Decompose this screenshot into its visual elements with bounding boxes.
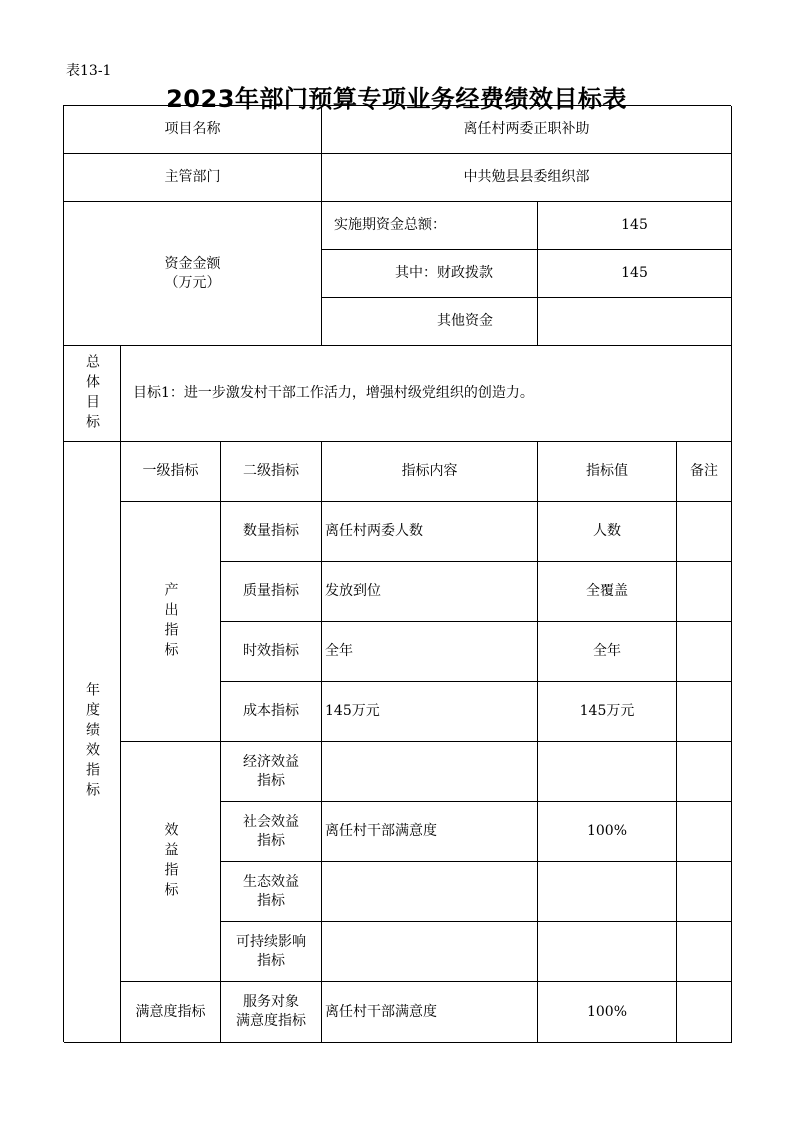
row-level2 [221, 862, 322, 922]
row-remark [677, 802, 732, 862]
row-content [322, 922, 538, 982]
fiscal-funds-value: 145 [538, 250, 732, 298]
output-indicators-label [121, 502, 221, 742]
overall-goal-label-text: 总体目标 [84, 353, 100, 434]
row-content: 离任村干部满意度 [322, 982, 538, 1043]
row-content [322, 742, 538, 802]
funds-label-line2: （万元） [164, 274, 221, 291]
row-level2-line2: 指标 [257, 832, 285, 849]
row-level2: 成本指标 [221, 682, 322, 742]
performance-goal-table [63, 105, 731, 1042]
row-level2 [221, 742, 322, 802]
row-value [538, 862, 677, 922]
other-funds-label: 其他资金 [322, 298, 538, 346]
row-level2-line1: 社会效益 [243, 813, 299, 830]
row-remark [677, 982, 732, 1043]
row-content [322, 862, 538, 922]
row-level2-line1: 服务对象 [243, 994, 299, 1010]
row-remark [677, 622, 732, 682]
row-value [538, 922, 677, 982]
row-level2: 质量指标 [221, 562, 322, 622]
total-funds-label: 实施期资金总额： [322, 202, 538, 250]
row-remark [677, 742, 732, 802]
row-content: 145万元 [322, 682, 538, 742]
annual-indicators-label [64, 442, 121, 1043]
total-funds-value: 145 [538, 202, 732, 250]
row-level2-line2: 指标 [257, 952, 285, 969]
project-name-value: 离任村两委正职补助 [322, 106, 732, 154]
fiscal-funds-label: 其中：财政拨款 [322, 250, 538, 298]
funds-label [64, 202, 322, 346]
row-level2 [221, 802, 322, 862]
header-remark: 备注 [677, 442, 732, 502]
row-value: 145万元 [538, 682, 677, 742]
satisfaction-indicators-label: 满意度指标 [121, 982, 221, 1043]
table-number: 表13-1 [66, 63, 112, 79]
row-level2: 数量指标 [221, 502, 322, 562]
row-value: 人数 [538, 502, 677, 562]
header-value: 指标值 [538, 442, 677, 502]
header-content: 指标内容 [322, 442, 538, 502]
department-value: 中共勉县县委组织部 [322, 154, 732, 202]
row-remark [677, 922, 732, 982]
row-level2-line1: 可持续影响 [236, 933, 306, 950]
funds-label-line1: 资金金额 [164, 255, 221, 272]
benefit-indicators-label [121, 742, 221, 982]
row-level2-line2: 指标 [257, 892, 285, 909]
row-remark [677, 502, 732, 562]
row-level2 [221, 982, 322, 1043]
row-level2-line1: 生态效益 [243, 873, 299, 890]
row-level2: 时效指标 [221, 622, 322, 682]
row-level2-line2: 满意度指标 [236, 1013, 306, 1029]
project-name-label: 项目名称 [64, 106, 322, 154]
row-content: 离任村干部满意度 [322, 802, 538, 862]
other-funds-value [538, 298, 732, 346]
row-remark [677, 862, 732, 922]
row-value: 全年 [538, 622, 677, 682]
row-content: 发放到位 [322, 562, 538, 622]
row-remark [677, 682, 732, 742]
page-title: 2023年部门预算专项业务经费绩效目标表 [166, 85, 627, 113]
annual-indicators-label-text: 年度绩效指标 [84, 682, 100, 802]
row-content: 离任村两委人数 [322, 502, 538, 562]
row-level2-line1: 经济效益 [243, 753, 299, 770]
department-label: 主管部门 [64, 154, 322, 202]
row-level2 [221, 922, 322, 982]
overall-goal-text: 目标1：进一步激发村干部工作活力，增强村级党组织的创造力。 [121, 346, 732, 442]
row-value: 100% [538, 802, 677, 862]
output-indicators-label-text: 产出指标 [162, 581, 179, 662]
row-value: 100% [538, 982, 677, 1043]
benefit-indicators-label-text: 效益指标 [162, 821, 179, 902]
overall-goal-label [64, 346, 121, 442]
row-content: 全年 [322, 622, 538, 682]
row-value [538, 742, 677, 802]
row-value: 全覆盖 [538, 562, 677, 622]
row-remark [677, 562, 732, 622]
header-level1: 一级指标 [121, 442, 221, 502]
row-level2-line2: 指标 [257, 772, 285, 789]
header-level2: 二级指标 [221, 442, 322, 502]
